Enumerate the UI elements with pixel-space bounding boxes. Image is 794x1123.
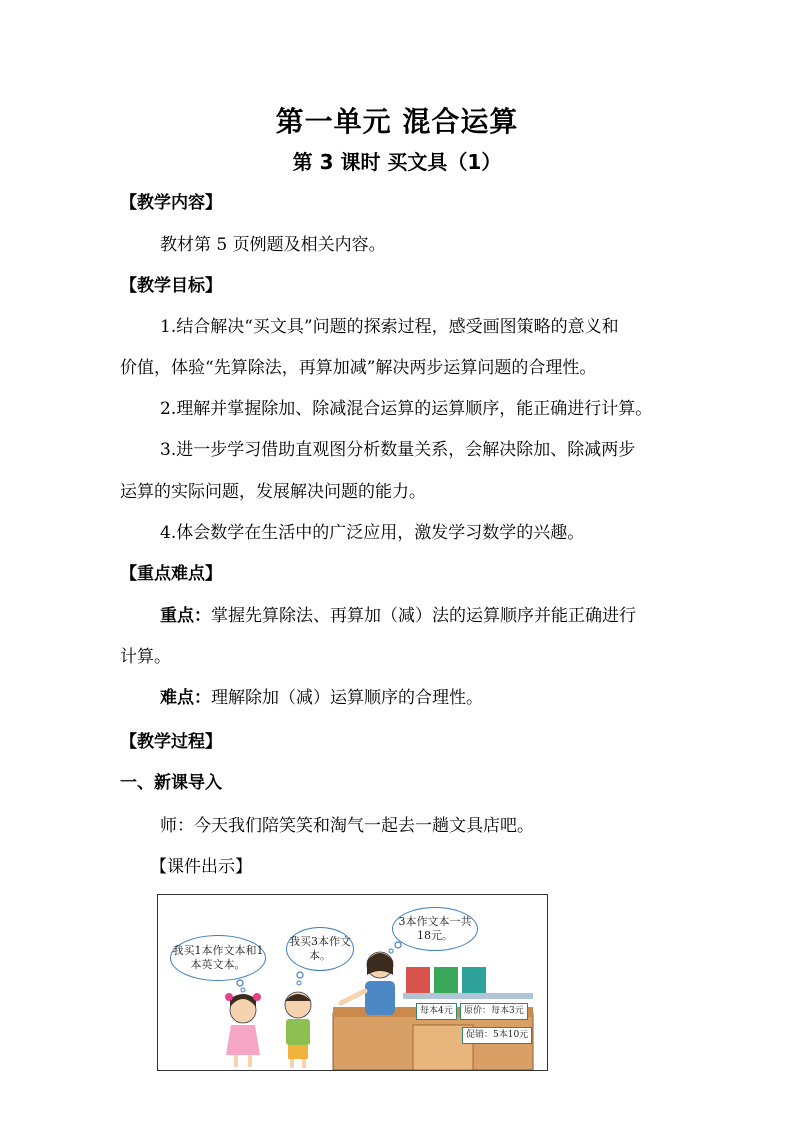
goal-2: 2.理解并掌握除加、除减混合运算的运算顺序，能正确进行计算。 [160, 399, 653, 419]
price-tag-promo: 促销：5本10元 [462, 1027, 532, 1044]
goal-1-line-2: 价值，体验“先算除法，再算加减”解决两步运算问题的合理性。 [120, 358, 597, 378]
difficulty-label: 难点： [160, 688, 211, 708]
goal-3-line-2: 运算的实际问题，发展解决问题的能力。 [120, 482, 426, 502]
courseware-label: 【课件出示】 [150, 857, 252, 877]
section-heading-goals: 【教学目标】 [120, 276, 222, 296]
difficulty-text: 理解除加（减）运算顺序的合理性。 [211, 688, 483, 708]
difficulty-line [160, 686, 483, 710]
key-point-text: 掌握先算除法、再算加（减）法的运算顺序并能正确进行 [211, 606, 636, 626]
unit-title: 第一单元 混合运算 [275, 105, 519, 138]
goal-3-line-1: 3.进一步学习借助直观图分析数量关系，会解决除加、除减两步 [160, 440, 636, 460]
stationery-store-illustration [157, 894, 548, 1071]
section-heading-process: 【教学过程】 [120, 732, 222, 752]
english-book-icon [434, 967, 458, 993]
teacher-line: 师：今天我们陪笑笑和淘气一起去一趟文具店吧。 [160, 816, 534, 836]
boy-speech-bubble: 我买3本作文本。 [286, 927, 354, 971]
key-point-label: 重点： [160, 606, 211, 626]
composition-book-icon [406, 967, 430, 993]
key-point-line-2: 计算。 [120, 647, 171, 667]
price-tag-each: 每本4元 [416, 1003, 457, 1020]
key-point-line-1 [160, 604, 636, 628]
teacher-speech-bubble: 3本作文本一共18元。 [392, 907, 478, 951]
girl-speech-bubble: 我买1本作文本和1本英文本。 [170, 935, 266, 981]
goal-1-line-1: 1.结合解决“买文具”问题的探索过程，感受画图策略的意义和 [160, 317, 619, 337]
section-heading-content: 【教学内容】 [120, 193, 222, 213]
math-book-icon [462, 967, 486, 993]
lesson-title: 第 3 课时 买文具（1） [292, 150, 502, 174]
content-text: 教材第 5 页例题及相关内容。 [160, 235, 386, 255]
goal-4: 4.体会数学在生活中的广泛应用，激发学习数学的兴趣。 [160, 523, 585, 543]
price-tag-original: 原价：每本3元 [460, 1003, 528, 1020]
section-heading-key: 【重点难点】 [120, 564, 222, 584]
part-1-heading: 一、新课导入 [120, 773, 222, 793]
